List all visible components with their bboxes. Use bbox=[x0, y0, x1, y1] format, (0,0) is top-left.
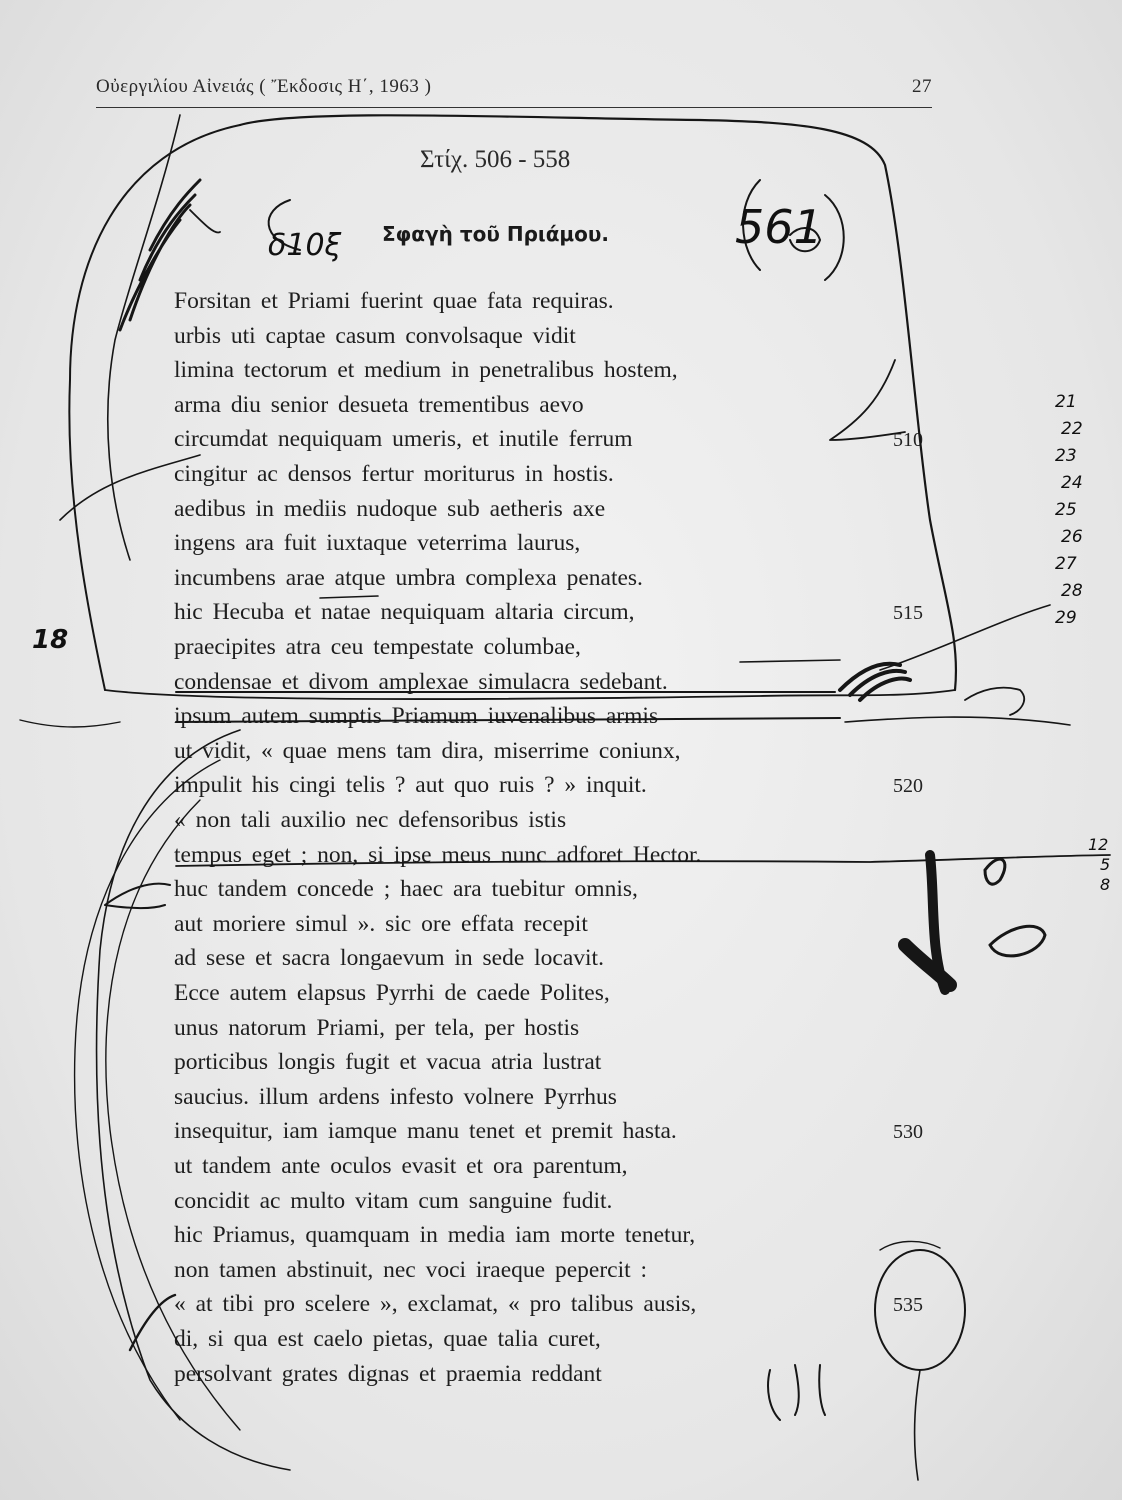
verse-line: praecipites atra ceu tempestate columbae, bbox=[174, 634, 581, 660]
margin-number: 28 bbox=[1061, 581, 1083, 601]
line-number: 535 bbox=[893, 1294, 923, 1317]
margin-number: 21 bbox=[1055, 392, 1077, 412]
verse-line: insequitur, iam iamque manu tenet et premit hasta. bbox=[174, 1118, 677, 1145]
verse-line: concidit ac multo vitam cum sanguine fudit. bbox=[174, 1187, 613, 1214]
verse-line: aedibus in mediis nudoque sub aetheris axe bbox=[174, 495, 606, 522]
verse-line: urbis uti captae casum convolsaque vidit bbox=[174, 322, 576, 349]
margin-number: 29 bbox=[1055, 608, 1077, 628]
margin-number: 12 bbox=[1088, 835, 1109, 854]
verse-line: porticibus longis fugit et vacua atria lustrat bbox=[174, 1049, 602, 1076]
verse-line: persolvant grates dignas et praemia reddant bbox=[174, 1360, 602, 1387]
verse-line: aut moriere simul ». sic ore effata recepit bbox=[174, 910, 588, 937]
line-number: 530 bbox=[893, 1121, 923, 1144]
margin-number: 24 bbox=[1061, 473, 1083, 493]
margin-number: 27 bbox=[1055, 554, 1077, 574]
verse-line: « at tibi pro scelere », exclamat, « pro talibus ausis, bbox=[174, 1291, 697, 1318]
verse-line: hic Hecuba et natae nequiquam altaria circum, bbox=[174, 599, 635, 626]
verse-line: circumdat nequiquam umeris, et inutile ferrum bbox=[174, 426, 633, 453]
verse-line: Ecce autem elapsus Pyrrhi de caede Polites, bbox=[174, 980, 610, 1006]
margin-number: 26 bbox=[1061, 527, 1083, 547]
margin-number: 23 bbox=[1055, 446, 1077, 466]
margin-number: 25 bbox=[1055, 500, 1077, 520]
verse-line: « non tali auxilio nec defensoribus istis bbox=[174, 807, 567, 833]
verse-line: cingitur ac densos fertur moriturus in hostis. bbox=[174, 461, 614, 487]
verse-line: condensae et divom amplexae simulacra sedebant. bbox=[174, 668, 668, 695]
verse-line: arma diu senior desueta trementibus aevo bbox=[174, 391, 584, 418]
section-heading: Στίχ. 506 - 558 bbox=[420, 146, 571, 173]
margin-number: 22 bbox=[1061, 419, 1083, 439]
annotation-left-mark: 18 bbox=[32, 625, 69, 655]
verse-line: ut tandem ante oculos evasit et ora parentum, bbox=[174, 1153, 628, 1179]
verse-line: ad sese et sacra longaevum in sede locavit. bbox=[174, 945, 604, 972]
verse-line: impulit his cingi telis ? aut quo ruis ? » inquit. bbox=[174, 772, 647, 799]
verse-line: incumbens arae atque umbra complexa penates. bbox=[174, 564, 643, 591]
verse-line: ipsum autem sumptis Priamum iuvenalibus armis bbox=[174, 703, 659, 730]
verse-line: unus natorum Priami, per tela, per hostis bbox=[174, 1014, 580, 1041]
verse-line: Forsitan et Priami fuerint quae fata requiras. bbox=[174, 288, 614, 314]
line-number: 510 bbox=[893, 429, 923, 452]
verse-line: tempus eget ; non, si ipse meus nunc adforet Hector. bbox=[174, 841, 702, 868]
margin-number: 8 bbox=[1100, 875, 1111, 894]
verse-line: limina tectorum et medium in penetralibus hostem, bbox=[174, 357, 678, 384]
verse-line: ingens ara fuit iuxtaque veterrima laurus, bbox=[174, 530, 581, 557]
annotation-heading-right: 561 bbox=[735, 200, 823, 254]
verse-line: hic Priamus, quamquam in media iam morte tenetur, bbox=[174, 1222, 696, 1249]
line-number: 515 bbox=[893, 602, 923, 625]
page-number: 27 bbox=[912, 76, 932, 97]
verse-line: saucius. illum ardens infesto volnere Pyrrhus bbox=[174, 1083, 617, 1110]
verse-line: non tamen abstinuit, nec voci iraeque pepercit : bbox=[174, 1256, 648, 1283]
subheading: Σφαγὴ τοῦ Πριάμου. bbox=[382, 222, 609, 246]
annotation-heading-left: δ10ξ bbox=[268, 228, 342, 263]
running-head-title: Οὐεργιλίου Αἰνειάς ( Ἔκδοσις Η΄, 1963 ) bbox=[96, 76, 432, 97]
margin-number: 5 bbox=[1100, 855, 1111, 874]
verse-line: huc tandem concede ; haec ara tuebitur omnis, bbox=[174, 876, 638, 903]
verse-line: di, si qua est caelo pietas, quae talia curet, bbox=[174, 1326, 601, 1352]
line-number: 520 bbox=[893, 775, 923, 798]
verse-line: ut vidit, « quae mens tam dira, miserrime coniunx, bbox=[174, 737, 681, 764]
